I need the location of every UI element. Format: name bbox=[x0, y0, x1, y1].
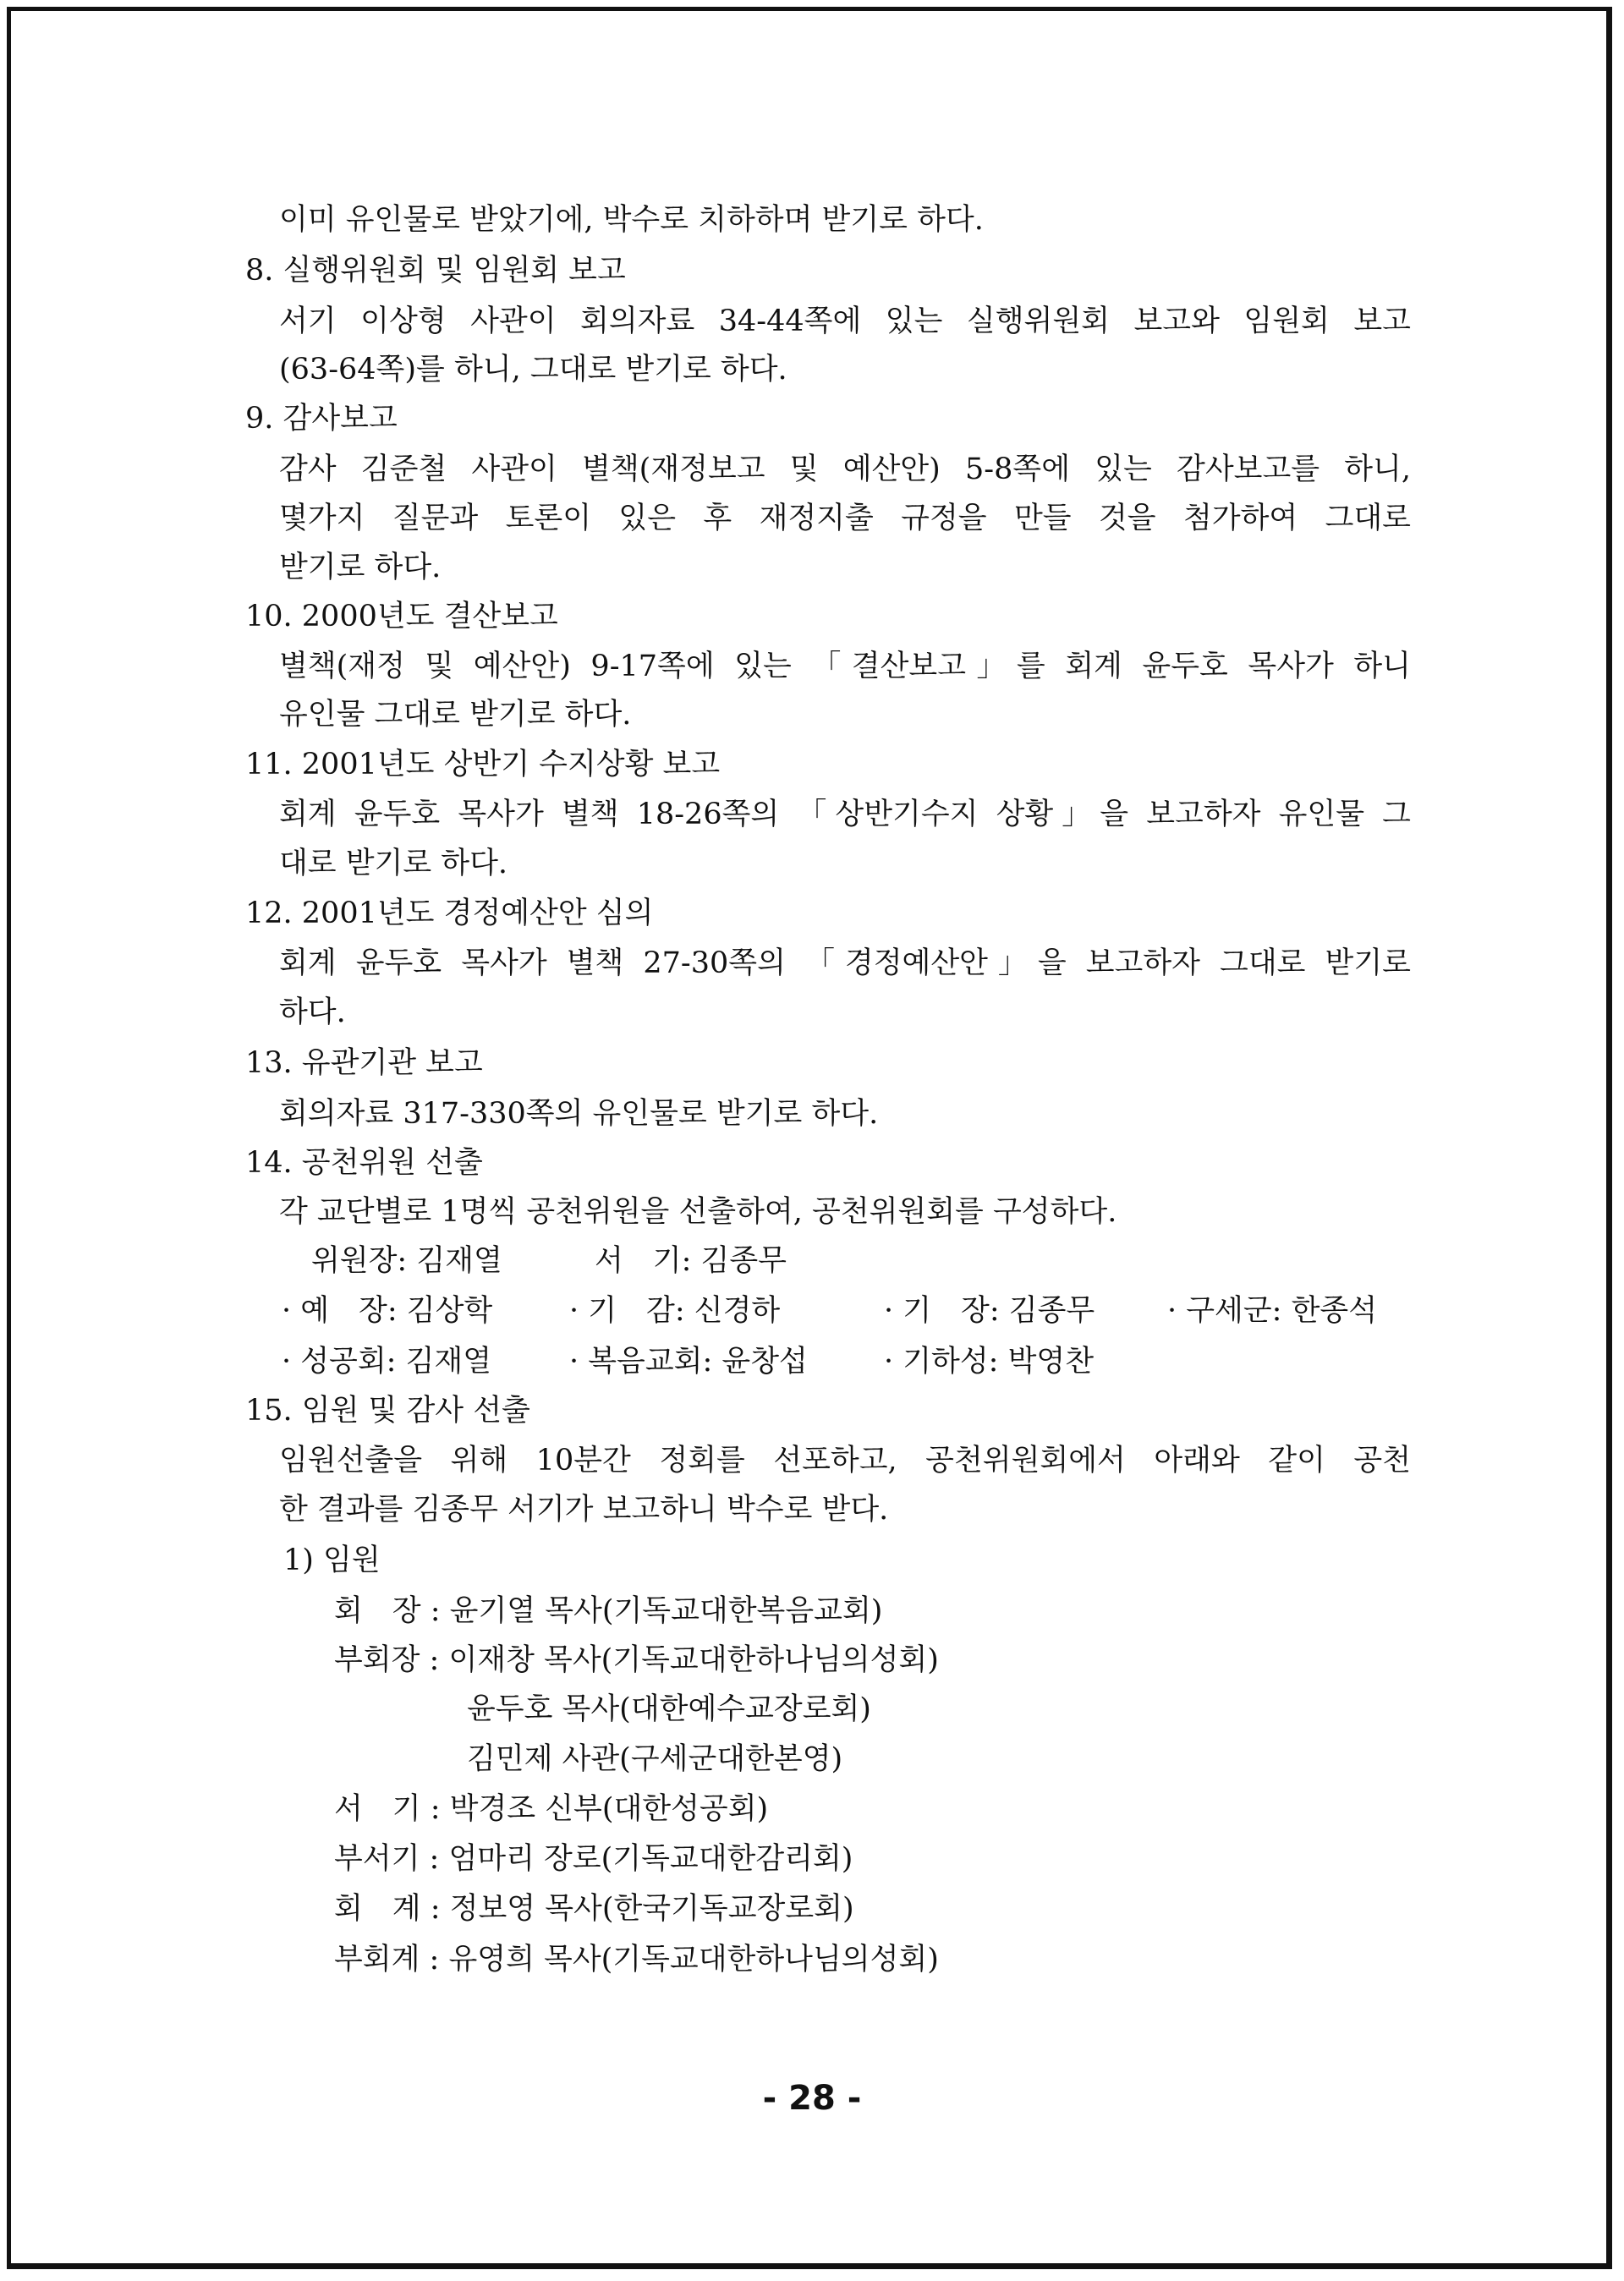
section-8-line-1: 서기 이상형 사관이 회의자료 34-44쪽에 있는 실행위원회 보고와 임원회 보고 bbox=[279, 304, 1411, 338]
section-10-line-2: 유인물 그대로 받기로 하다. bbox=[279, 698, 632, 732]
officer-entry: 회 장 : 윤기열 목사(기독교대한복음교회) bbox=[334, 1594, 883, 1628]
section-13-line-1: 회의자료 317-330쪽의 유인물로 받기로 하다. bbox=[279, 1097, 879, 1131]
officer-entry: 부서기 : 엄마리 장로(기독교대한감리회) bbox=[334, 1842, 853, 1876]
committee-member: · 예 장: 김상학 bbox=[282, 1294, 493, 1328]
committee-member: · 기 장: 김종무 bbox=[884, 1294, 1095, 1328]
section-10-heading: 10. 2000년도 결산보고 bbox=[245, 600, 558, 633]
committee-secretary: 서 기: 김종무 bbox=[595, 1244, 787, 1278]
section-15-heading: 15. 임원 및 감사 선출 bbox=[245, 1394, 530, 1428]
section-14-heading: 14. 공천위원 선출 bbox=[245, 1146, 483, 1180]
section-10-line-1: 별책(재정 및 예산안) 9-17쪽에 있는 「결산보고」를 회계 윤두호 목사가 하니 bbox=[279, 650, 1411, 683]
committee-member: · 복음교회: 윤창섭 bbox=[569, 1345, 808, 1379]
section-11-heading: 11. 2001년도 상반기 수지상황 보고 bbox=[245, 748, 721, 781]
section-9-line-1: 감사 김준철 사관이 별책(재정보고 및 예산안) 5-8쪽에 있는 감사보고를 하니, bbox=[279, 452, 1411, 486]
officer-entry: 부회장 : 이재창 목사(기독교대한하나님의성회) bbox=[334, 1643, 939, 1677]
intro-line: 이미 유인물로 받았기에, 박수로 치하하며 받기로 하다. bbox=[279, 203, 984, 237]
section-12-line-2: 하다. bbox=[279, 995, 346, 1029]
committee-member: · 구세군: 한종석 bbox=[1167, 1294, 1378, 1328]
officer-entry: 윤두호 목사(대한예수교장로회) bbox=[467, 1692, 871, 1726]
section-9-line-2: 몇가지 질문과 토론이 있은 후 재정지출 규정을 만들 것을 첨가하여 그대로 bbox=[279, 502, 1411, 535]
officer-entry: 부회계 : 유영희 목사(기독교대한하나님의성회) bbox=[334, 1943, 939, 1977]
section-12-heading: 12. 2001년도 경정예산안 심의 bbox=[245, 896, 654, 930]
committee-chair: 위원장: 김재열 bbox=[311, 1244, 502, 1278]
page-number: - 28 - bbox=[762, 2079, 862, 2118]
section-11-line-1: 회계 윤두호 목사가 별책 18-26쪽의 「상반기수지 상황」을 보고하자 유인물 그 bbox=[279, 798, 1411, 831]
section-8-line-2: (63-64쪽)를 하니, 그대로 받기로 하다. bbox=[279, 353, 787, 387]
section-15-subheading: 1) 임원 bbox=[283, 1544, 381, 1577]
committee-member: · 기하성: 박영찬 bbox=[884, 1345, 1095, 1379]
section-11-line-2: 대로 받기로 하다. bbox=[279, 847, 508, 880]
section-9-heading: 9. 감사보고 bbox=[245, 402, 398, 436]
section-15-line-2: 한 결과를 김종무 서기가 보고하니 박수로 받다. bbox=[279, 1493, 889, 1527]
section-12-line-1: 회계 윤두호 목사가 별책 27-30쪽의 「경정예산안」을 보고하자 그대로 받기로 bbox=[279, 946, 1411, 980]
section-8-heading: 8. 실행위원회 및 임원회 보고 bbox=[245, 254, 626, 288]
officer-entry: 서 기 : 박경조 신부(대한성공회) bbox=[334, 1792, 769, 1826]
committee-member: · 기 감: 신경하 bbox=[569, 1294, 781, 1328]
officer-entry: 회 계 : 정보영 목사(한국기독교장로회) bbox=[334, 1892, 854, 1926]
section-15-line-1: 임원선출을 위해 10분간 정회를 선포하고, 공천위원회에서 아래와 같이 공천 bbox=[279, 1444, 1411, 1478]
section-13-heading: 13. 유관기관 보고 bbox=[245, 1046, 483, 1080]
section-14-line-1: 각 교단별로 1명씩 공천위원을 선출하여, 공천위원회를 구성하다. bbox=[279, 1195, 1117, 1229]
officer-entry: 김민제 사관(구세군대한본영) bbox=[467, 1742, 843, 1776]
committee-member: · 성공회: 김재열 bbox=[282, 1345, 492, 1379]
section-9-line-3: 받기로 하다. bbox=[279, 551, 442, 584]
